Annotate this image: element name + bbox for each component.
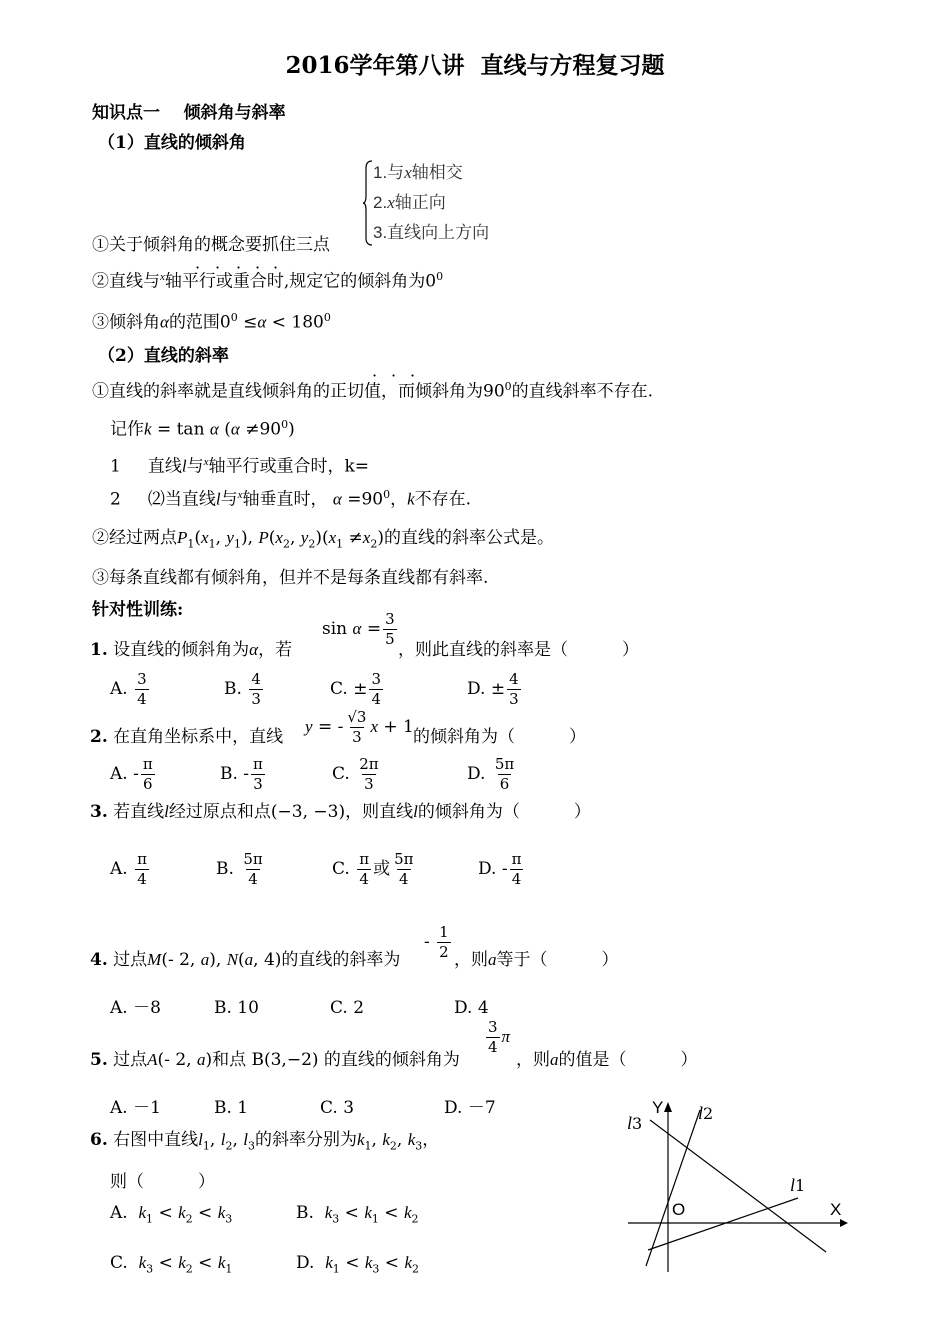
line-l2 [646, 1110, 700, 1266]
question-4: 4. 过点M(- 2, a), N(a, 4)的直线的斜率为 [90, 950, 401, 970]
brace-item-3: 3.直线向上方向 [373, 223, 490, 242]
q2-tail: 的倾斜角为（ ） [413, 727, 587, 747]
q4-tail: ，则a等于（ ） [454, 950, 619, 970]
q6-option-d[interactable]: D. $k_1 < k_3 < k_2$ [296, 1253, 420, 1276]
slope-point-3: ③每条直线都有倾斜角，但并不是每条直线都有斜率. [92, 568, 489, 588]
q2-option-b[interactable]: B. - $\frac{\pi}{3}$ [220, 755, 263, 793]
q6-option-a[interactable]: A. $k_1 < k_2 < k_3$ [110, 1203, 233, 1226]
y-axis-arrow-icon [664, 1102, 672, 1112]
l2-label: l2 [698, 1103, 714, 1123]
question-1: 1. 设直线的倾斜角为α，若 [90, 640, 293, 660]
l3-label: l3 [627, 1113, 643, 1133]
origin-label: O [672, 1200, 686, 1219]
question-3: 3. 若直线l经过原点和点(−3, −3)，则直线l的倾斜角为（ ） [90, 802, 591, 822]
q5-option-b[interactable]: B. 1 [214, 1098, 249, 1118]
l1-label: l1 [790, 1175, 806, 1195]
y-axis-label: Y [652, 1098, 664, 1117]
q2-option-c[interactable]: C. $\frac{2\pi}{3}$ [332, 755, 379, 793]
case-1: 1 直线l与$^x$轴平行或重合时，k= [110, 456, 370, 477]
q5-tail: ，则a的值是（ ） [516, 1050, 698, 1070]
line-l1 [648, 1198, 798, 1250]
point-1: ①关于倾斜角的概念要抓住三点 [92, 235, 330, 255]
question-6: 6. 右图中直线$l_1$, $l_2$, $l_3$的斜率分别为$k_1$, $k_2$, $k_3$， [90, 1130, 440, 1153]
q5-option-c[interactable]: C. 3 [320, 1098, 355, 1118]
q6-option-c[interactable]: C. $k_3 < k_2 < k_1$ [110, 1253, 233, 1276]
q4-option-b[interactable]: B. 10 [214, 998, 259, 1018]
q1-option-a[interactable]: A. $\frac{3}{4}$ [110, 670, 147, 708]
subheading-angle: （1）直线的倾斜角 [98, 133, 246, 153]
slope-point-1: ①直线的斜率就是直线倾斜角的正切值，而倾斜角为$90^0$的直线斜率不存在. [92, 380, 654, 402]
q6-then: 则（ ） [110, 1172, 216, 1192]
point-2: ②直线与$^x$轴平行或重合时,规定它的倾斜角为$0^0$ [92, 270, 444, 292]
q4-option-a[interactable]: A. －8 [110, 998, 161, 1018]
case-2: 2 ⑵当直线l与$^x$轴垂直时， $\alpha =90^0$，k不存在. [110, 488, 472, 510]
q2-option-a[interactable]: A. - $\frac{\pi}{6}$ [110, 755, 153, 793]
q3-option-a[interactable]: A. $\frac{\pi}{4}$ [110, 850, 147, 888]
q1-option-b[interactable]: B. $\frac{4}{3}$ [224, 670, 261, 708]
brace-item-1: 1.与x轴相交 [373, 163, 463, 182]
subheading-slope: （2）直线的斜率 [98, 346, 229, 366]
q5-option-d[interactable]: D. －7 [444, 1098, 496, 1118]
q2-option-d[interactable]: D. $\frac{5\pi}{6}$ [467, 755, 515, 793]
q1-option-d[interactable]: D. ± $\frac{4}{3}$ [467, 670, 519, 708]
brace-item-2: 2.x轴正向 [373, 193, 446, 212]
q3-option-d[interactable]: D. - $\frac{\pi}{4}$ [478, 850, 522, 888]
q4-option-d[interactable]: D. 4 [454, 998, 489, 1018]
q6-option-b[interactable]: B. $k_3 < k_1 < k_2$ [296, 1203, 419, 1226]
q1-tail: ，则此直线的斜率是（ ） [398, 640, 640, 660]
x-axis-label: X [830, 1200, 842, 1219]
slope-formula: ②经过两点$P_1(x_1$, $y_1$), $P(x_2$, $y_2)(x_1 \ne x_2)$的直线的斜率公式是。 [92, 528, 554, 551]
q1-option-c[interactable]: C. ± $\frac{3}{4}$ [330, 670, 381, 708]
lines-figure [620, 1090, 860, 1280]
brace-icon [363, 160, 373, 246]
q3-option-b[interactable]: B. $\frac{5\pi}{4}$ [216, 850, 263, 888]
q2-equation: y = - $\frac{√3}{3}$ x + 1 [305, 708, 414, 746]
notation: 记作k = tan α $(\alpha \ne 90^0)$ [110, 418, 295, 440]
q4-slope: - $\frac{1}{2}$ [424, 923, 449, 961]
q5-option-a[interactable]: A. －1 [110, 1098, 161, 1118]
q3-option-c[interactable]: C. $\frac{\pi}{4}$ 或 $\frac{5\pi}{4}$ [332, 850, 414, 888]
point-3: ③倾斜角α的范围$0^0 \le\alpha < 180^0$ [92, 311, 331, 333]
q5-angle: $\frac{3}{4}$ π [488, 1018, 511, 1056]
practice-heading: 针对性训练: [92, 600, 184, 620]
question-2: 2. 在直角坐标系中，直线 [90, 727, 284, 747]
section-heading: 知识点一 倾斜角与斜率 [92, 103, 286, 123]
page-title: 2016学年第八讲 直线与方程复习题 [285, 52, 665, 79]
question-5: 5. 过点A(- 2, a)和点 B(3,−2) 的直线的倾斜角为 [90, 1050, 460, 1070]
q1-condition: sin α = $\frac{3}{5}$ [322, 610, 395, 648]
q4-option-c[interactable]: C. 2 [330, 998, 365, 1018]
